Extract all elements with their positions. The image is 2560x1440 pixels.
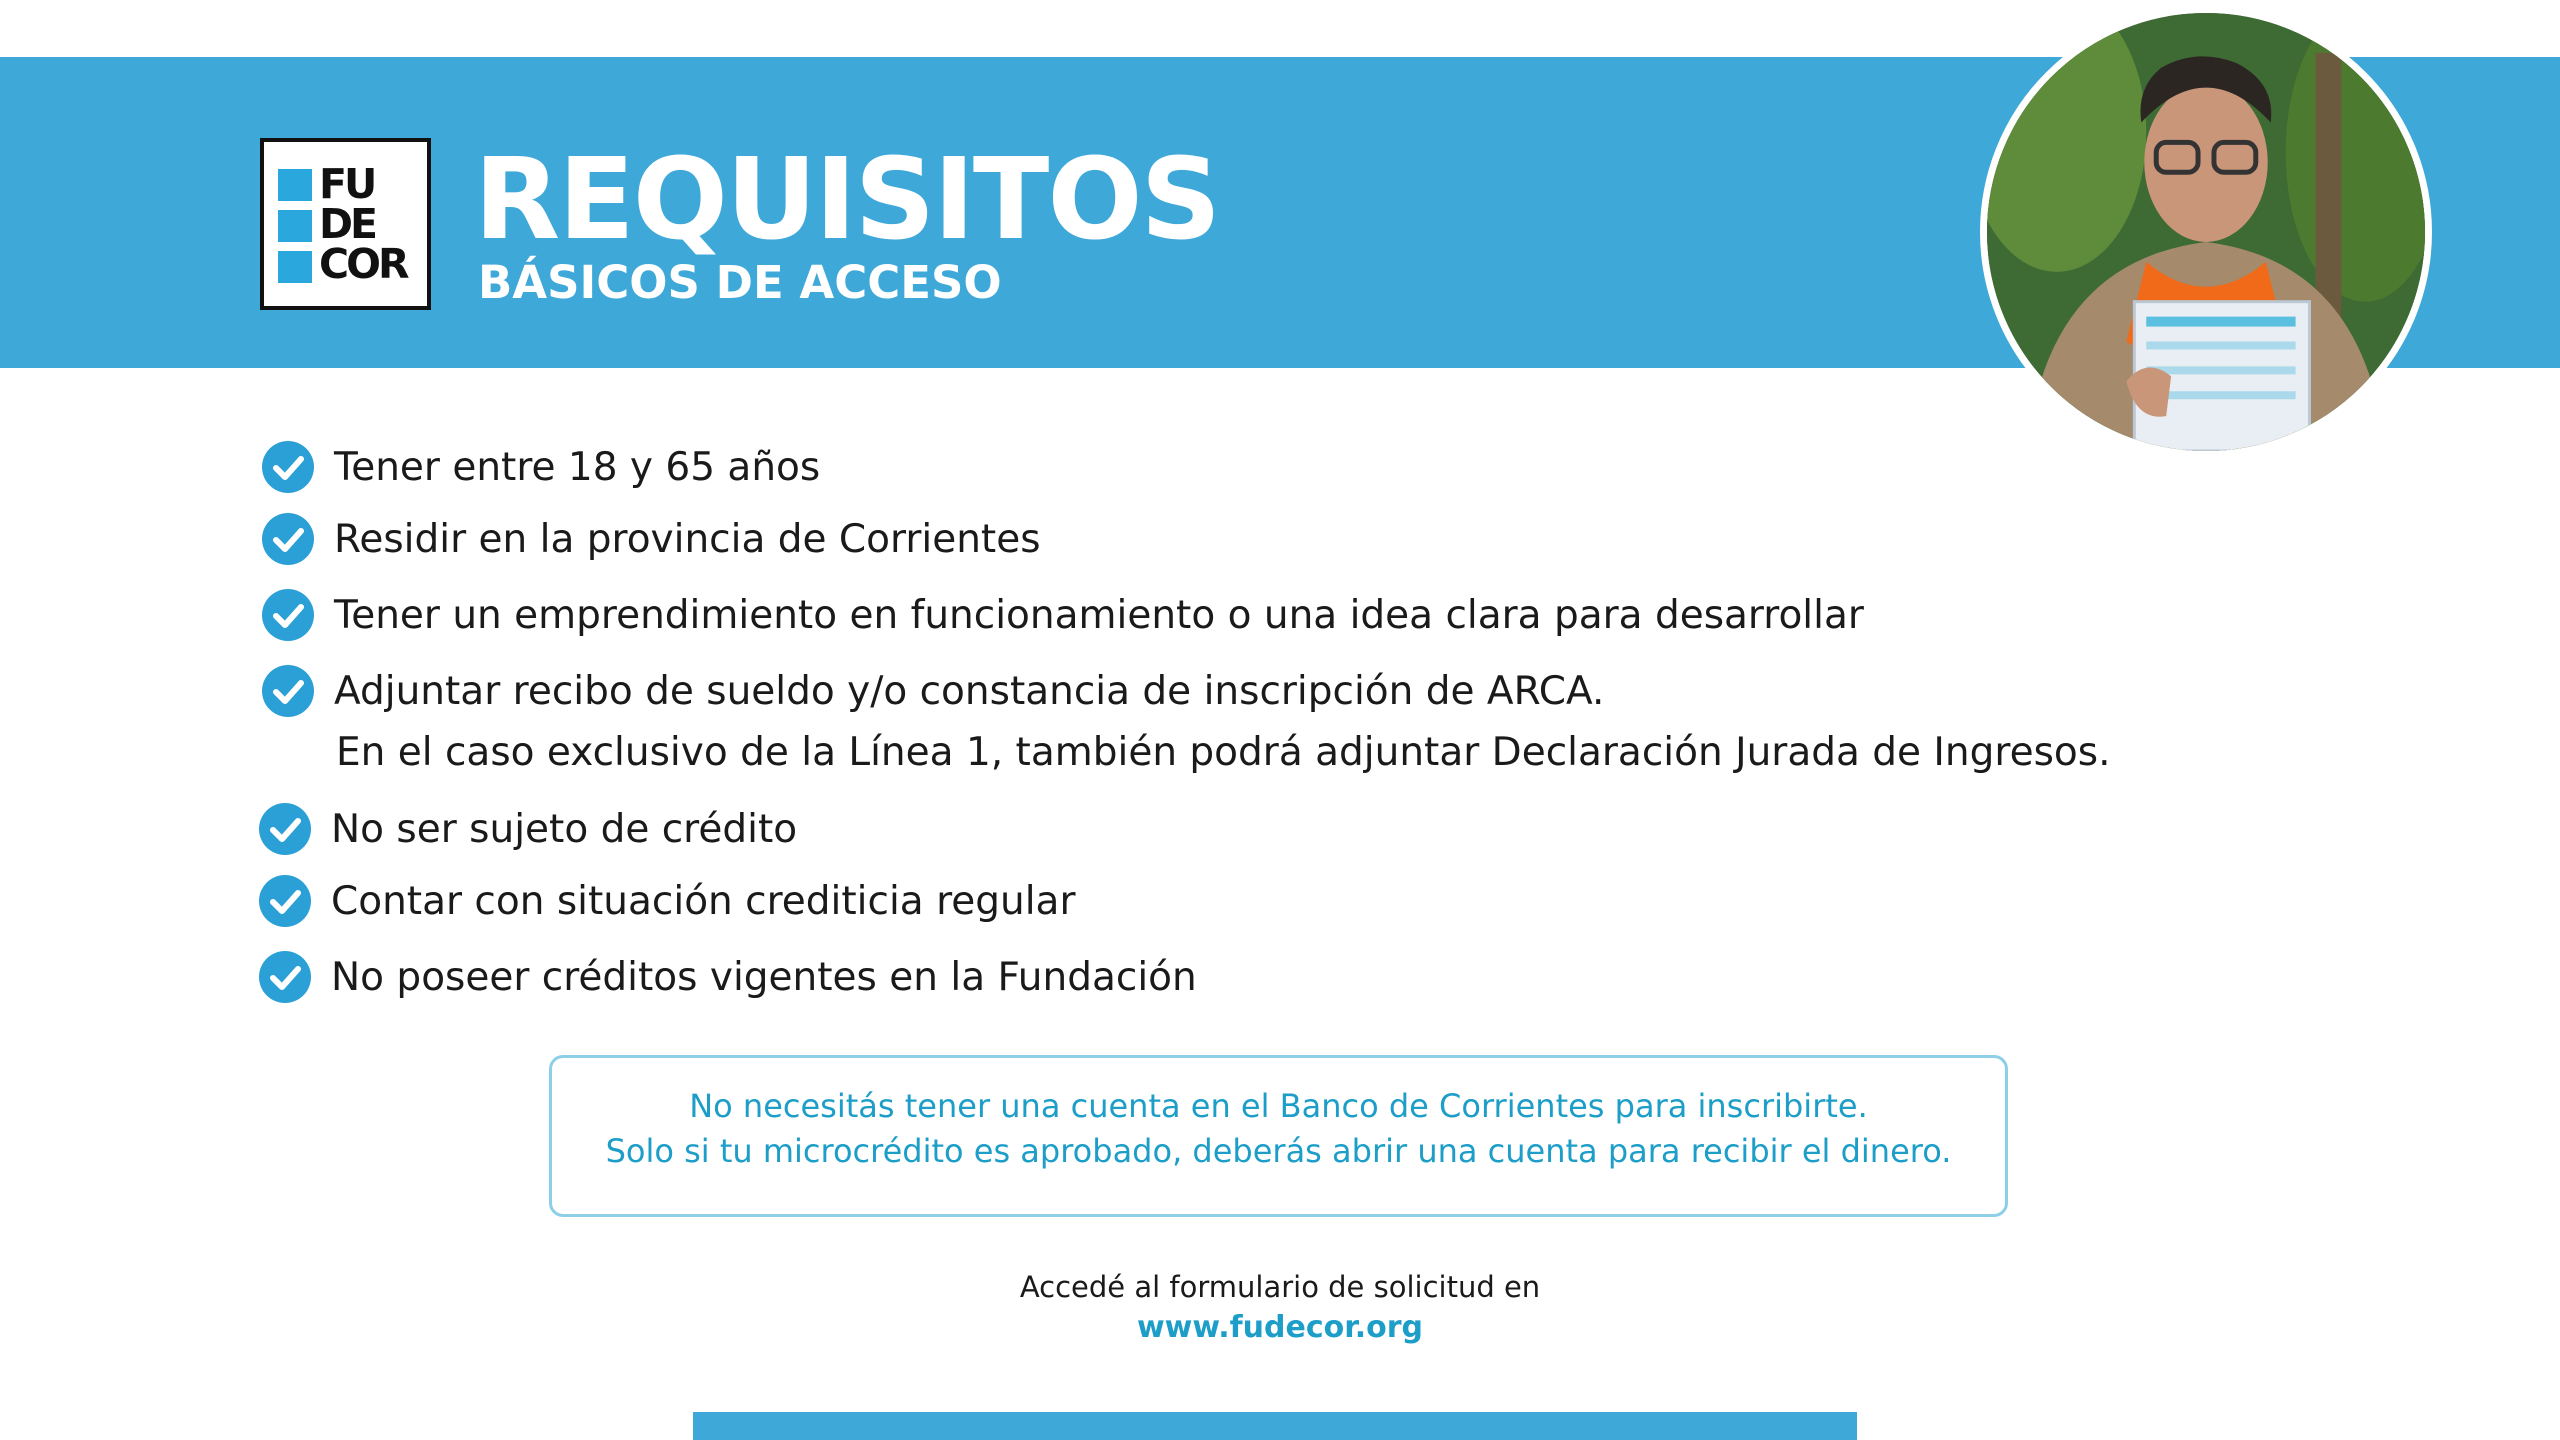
check-circle-icon xyxy=(262,441,314,493)
logo-text-line: FU xyxy=(319,160,375,208)
notice-line: Solo si tu microcrédito es aprobado, deberás abrir una cuenta para recibir el dinero. xyxy=(605,1132,1952,1170)
requirement-text: No poseer créditos vigentes en la Fundación xyxy=(331,954,1197,1000)
check-circle-icon xyxy=(259,951,311,1003)
notice-line: No necesitás tener una cuenta en el Banco de Corrientes para inscribirte. xyxy=(689,1087,1868,1125)
notice-box xyxy=(549,1055,2008,1217)
fudecor-logo xyxy=(260,138,431,310)
page-subtitle: BÁSICOS DE ACCESO xyxy=(478,256,1002,309)
requirement-item xyxy=(259,948,1197,1006)
check-circle-icon xyxy=(262,665,314,717)
requirement-text: Tener entre 18 y 65 años xyxy=(334,444,821,490)
requirement-item xyxy=(259,800,797,858)
requirement-item xyxy=(262,662,1604,720)
logo-text-line: COR xyxy=(319,240,407,288)
profile-photo xyxy=(1980,6,2432,458)
check-circle-icon xyxy=(259,875,311,927)
check-circle-icon xyxy=(259,803,311,855)
requirement-text: Residir en la provincia de Corrientes xyxy=(334,516,1041,562)
requirement-text: Contar con situación crediticia regular xyxy=(331,878,1076,924)
requirement-item xyxy=(262,510,1041,568)
check-circle-icon xyxy=(262,589,314,641)
requirement-text: No ser sujeto de crédito xyxy=(331,806,798,852)
cta-button-bar[interactable] xyxy=(693,1412,1857,1440)
logo-text-line: DE xyxy=(319,200,376,248)
requirement-text: Adjuntar recibo de sueldo y/o constancia de inscripción de ARCA. xyxy=(334,668,1605,714)
page-title: REQUISITOS xyxy=(474,135,1220,265)
requirement-item xyxy=(262,586,1864,644)
website-link[interactable]: www.fudecor.org xyxy=(1136,1310,1424,1345)
requirement-subtext: En el caso exclusivo de la Línea 1, también podrá adjuntar Declaración Jurada de Ingresos. xyxy=(336,730,2111,775)
requirement-text: Tener un emprendimiento en funcionamiento o una idea clara para desarrollar xyxy=(334,592,1864,638)
requirement-item xyxy=(262,438,820,496)
form-access-text: Accedé al formulario de solicitud en xyxy=(1019,1270,1541,1304)
logo-mark-icon xyxy=(278,169,312,283)
requirement-item xyxy=(259,872,1076,930)
check-circle-icon xyxy=(262,513,314,565)
